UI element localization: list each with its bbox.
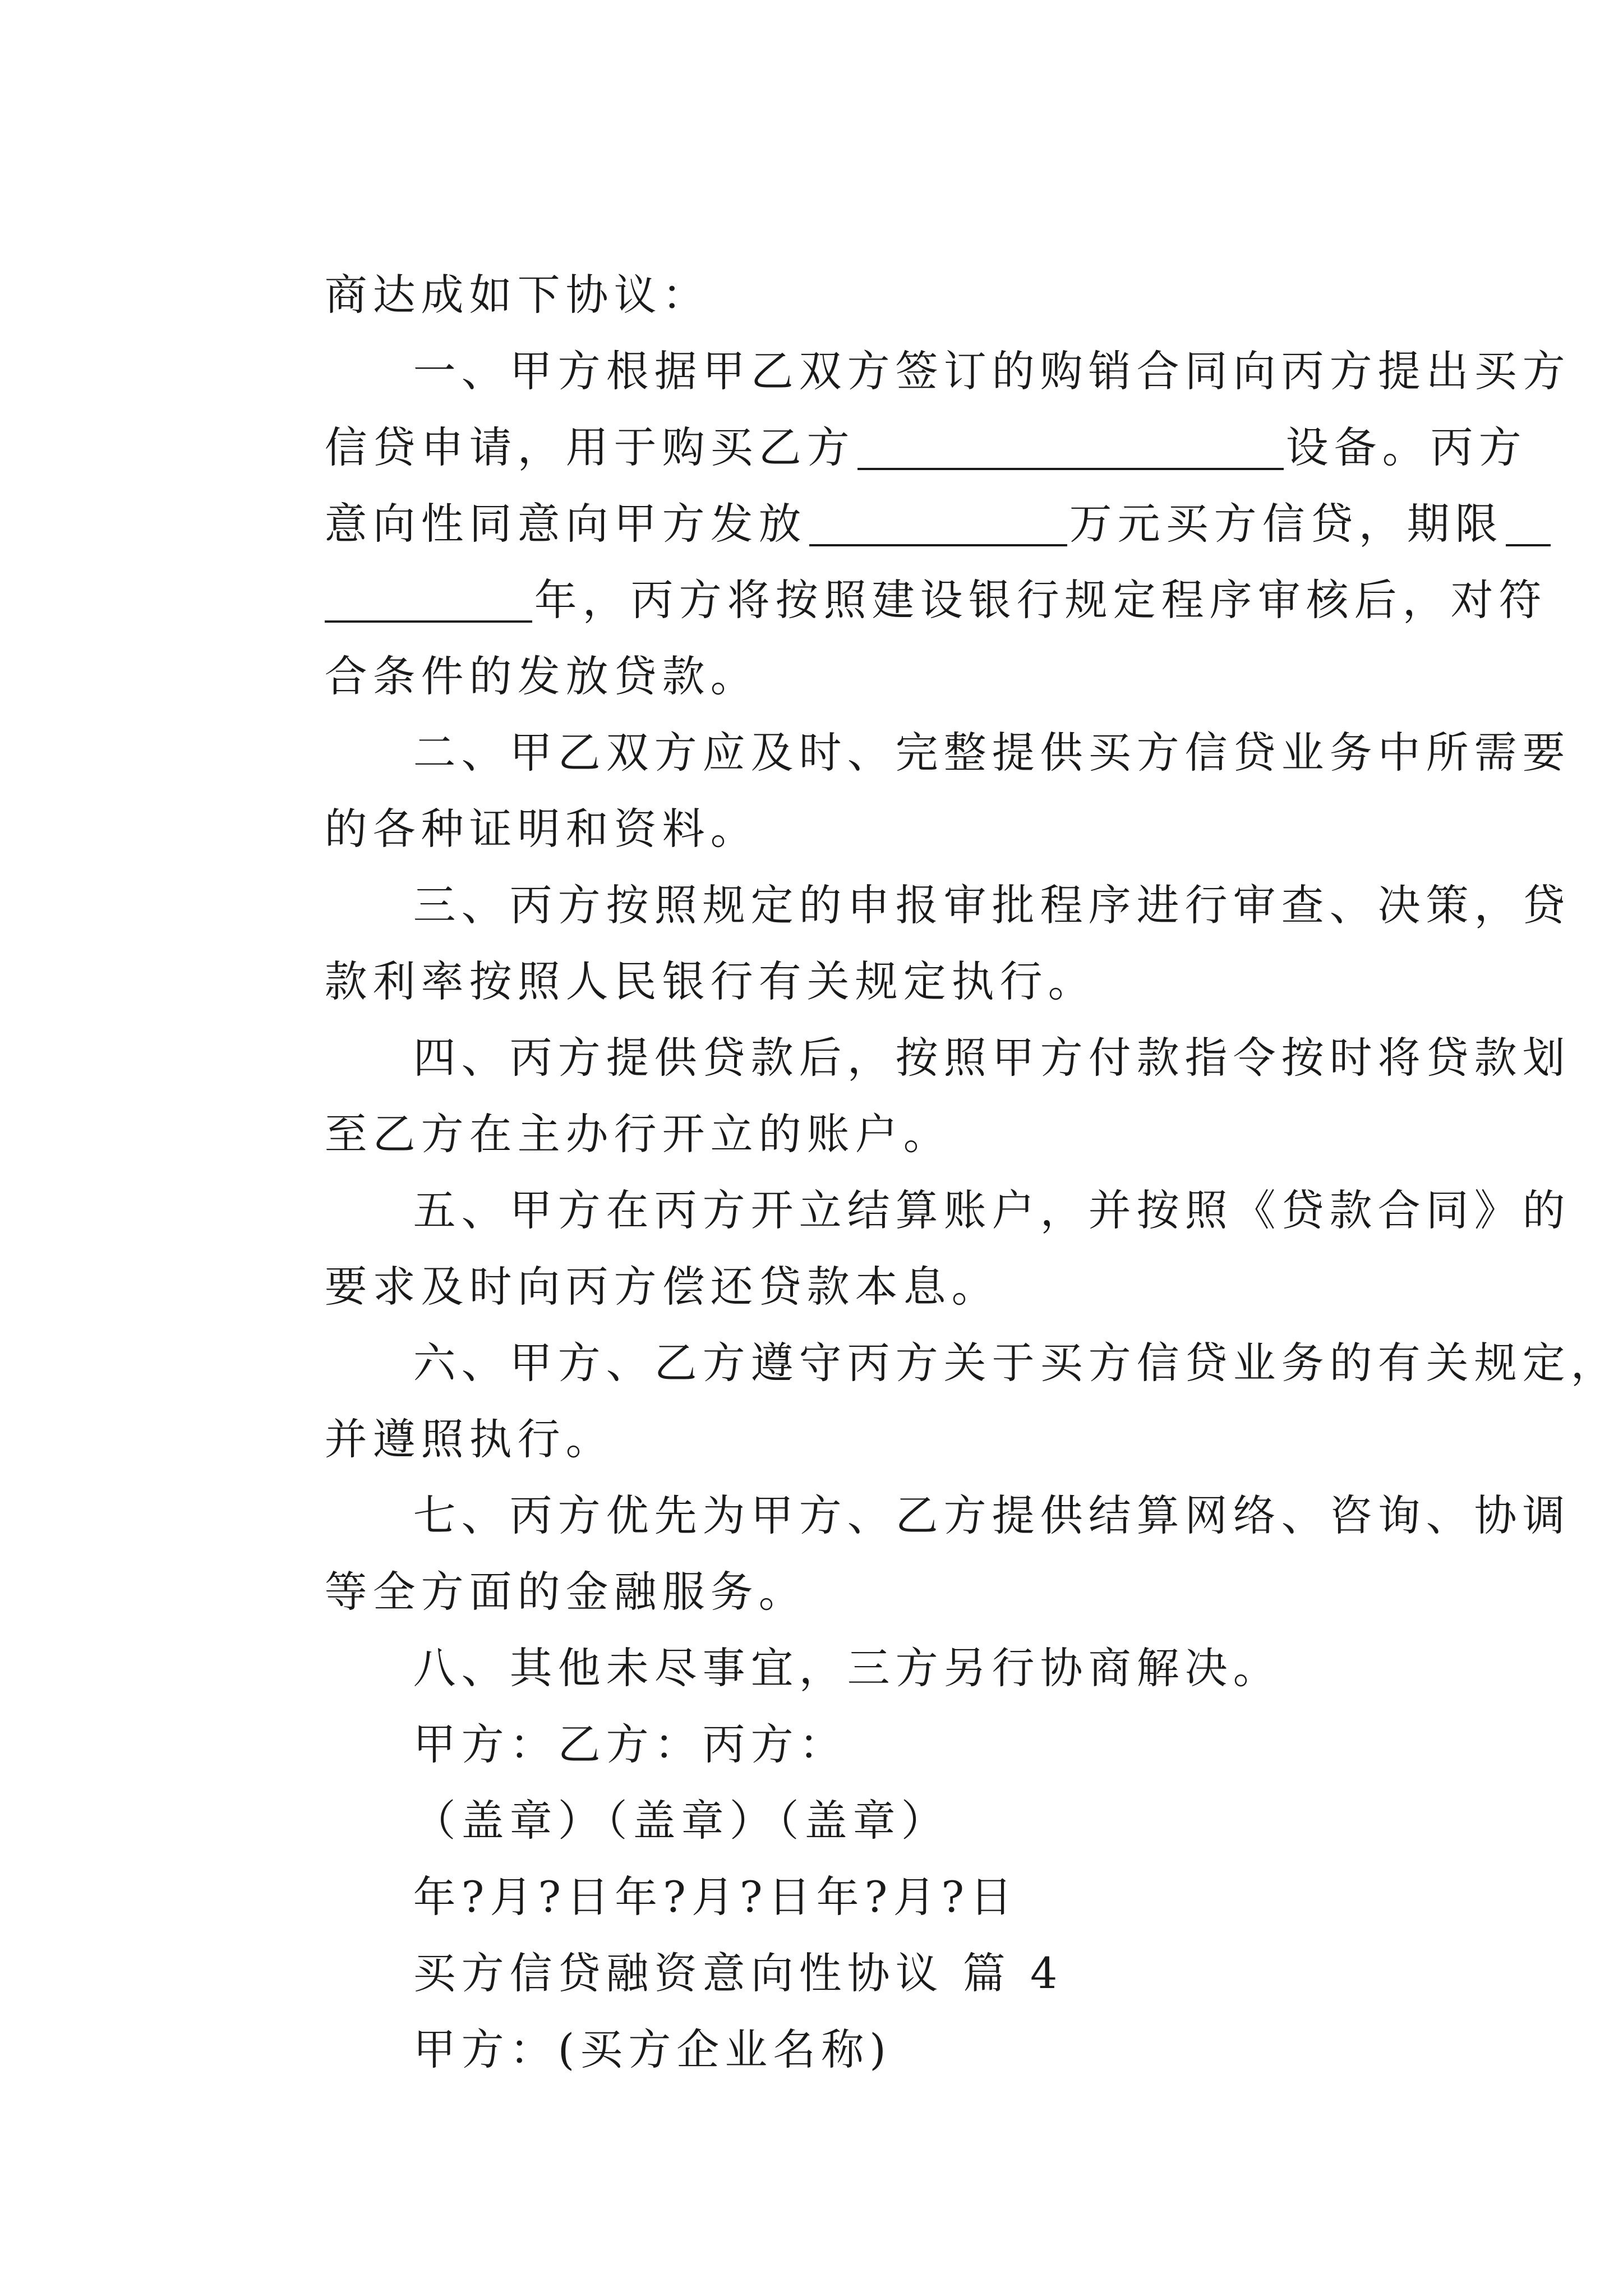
text: 万元买方信贷，期限 xyxy=(1069,499,1504,549)
text: 意向性同意向甲方发放 xyxy=(324,499,807,549)
text: 合条件的发放贷款。 xyxy=(324,651,759,701)
text: 商达成如下协议： xyxy=(324,270,711,320)
clause-4-line-2 xyxy=(248,1050,952,1159)
text: 信贷申请，用于购买乙方 xyxy=(324,422,855,472)
text: 设备。丙方 xyxy=(1285,422,1527,472)
text: 至乙方在主办行开立的账户。 xyxy=(324,1109,952,1159)
clause-1-line-2 xyxy=(248,364,1527,472)
clause-3-line-2 xyxy=(248,898,1096,1006)
clause-7-line-2 xyxy=(248,1508,807,1617)
clause-2-line-2 xyxy=(248,745,759,854)
clause-4-line-1 xyxy=(336,974,1571,1083)
clause-6-line-1 xyxy=(336,1279,1619,1388)
text: 年?月?日年?月?日年?月?日 xyxy=(413,1872,1018,1922)
clause-7-line-1 xyxy=(336,1432,1571,1540)
party-a-line xyxy=(336,1966,892,2074)
clause-3-line-1 xyxy=(336,821,1571,930)
clause-1-line-1 xyxy=(336,287,1571,396)
text: 的各种证明和资料。 xyxy=(324,804,759,854)
text: 四、丙方提供贷款后，按照甲方付款指令按时将贷款划 xyxy=(413,1033,1571,1083)
signature-parties xyxy=(336,1660,847,1769)
text: 要求及时向丙方偿还贷款本息。 xyxy=(324,1262,1000,1312)
paragraph-intro xyxy=(248,211,711,320)
text: 一、甲方根据甲乙双方签订的购销合同向丙方提出买方 xyxy=(413,346,1571,396)
text: 并遵照执行。 xyxy=(324,1414,614,1464)
text: 七、丙方优先为甲方、乙方提供结算网络、咨询、协调 xyxy=(413,1490,1571,1540)
text: 年，丙方将按照建设银行规定程序审核后，对符 xyxy=(534,575,1547,625)
clause-2-line-1 xyxy=(336,669,1571,777)
text: 八、其他未尽事宜，三方另行协商解决。 xyxy=(413,1643,1281,1693)
text: 等全方面的金融服务。 xyxy=(324,1567,807,1617)
signature-seals xyxy=(336,1737,949,1846)
text: 买方信贷融资意向性协议 篇 4 xyxy=(413,1948,1063,1998)
clause-8 xyxy=(336,1584,1281,1693)
signature-dates xyxy=(336,1813,1018,1922)
clause-5-line-2 xyxy=(248,1203,1000,1312)
clause-1-line-4 xyxy=(248,516,1547,625)
clause-6-line-2 xyxy=(248,1355,614,1464)
text: 六、甲方、乙方遵守丙方关于买方信贷业务的有关规定， xyxy=(413,1338,1619,1388)
text: 五、甲方在丙方开立结算账户，并按照《贷款合同》的 xyxy=(413,1185,1571,1235)
clause-1-line-5 xyxy=(248,592,759,701)
section-heading xyxy=(336,1889,1063,1998)
text: 甲方：(买方企业名称) xyxy=(413,2024,892,2074)
clause-1-line-3 xyxy=(248,440,1553,549)
text: 三、丙方按照规定的申报审批程序进行审查、决策，贷 xyxy=(413,880,1571,930)
text: 甲方：乙方：丙方： xyxy=(413,1719,847,1769)
text: （盖章）（盖章）（盖章） xyxy=(413,1796,949,1846)
text: 二、甲乙双方应及时、完整提供买方信贷业务中所需要 xyxy=(413,728,1571,777)
clause-5-line-1 xyxy=(336,1126,1571,1235)
text: 款利率按照人民银行有关规定执行。 xyxy=(324,956,1096,1006)
